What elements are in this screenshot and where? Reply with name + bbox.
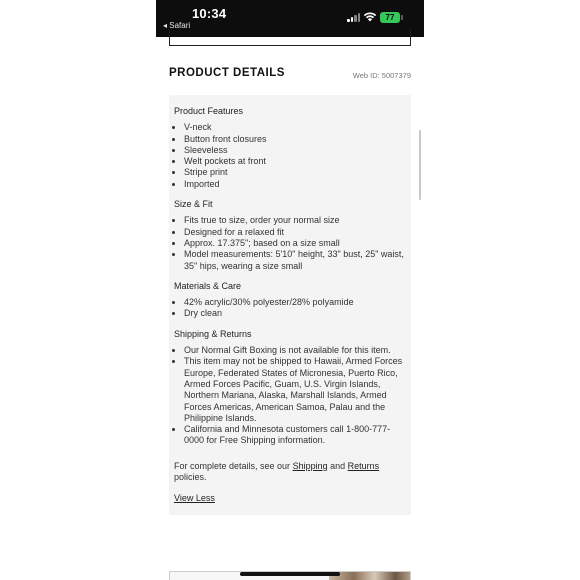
list-item: • Fits true to size, order your normal size [184,215,407,226]
size-fit-list [174,215,407,271]
phone-screen [156,0,424,580]
wifi-icon [363,11,377,22]
list-item: • Welt pockets at front [184,156,407,167]
status-time: 10:34 [192,6,227,21]
list-item: • Imported [184,179,407,190]
web-id: Web ID: 5007379 [352,71,411,80]
section-heading: Shipping & Returns [174,328,252,339]
section-materials-care [174,281,407,320]
list-item: • Designed for a relaxed fit [184,227,407,238]
battery-nub [401,15,403,20]
product-details-title: PRODUCT DETAILS [169,67,285,79]
cellular-signal-icon [347,12,361,22]
home-indicator[interactable] [240,572,340,576]
list-item: • Model measurements: 5'10" height, 33" bust, 25" waist, 35" hips, wearing a size small [184,249,407,272]
materials-list [174,297,407,320]
battery-icon: 77 [380,12,400,23]
product-photo [329,572,411,580]
list-item: • Button front closures [184,134,407,145]
returns-link[interactable]: Returns [347,460,380,471]
view-less-link[interactable]: View Less [174,493,215,504]
list-item: • California and Minnesota customers call 1-800-777-0000 for Free Shipping information. [184,424,407,447]
list-item: • Approx. 17.375"; based on a size small [184,238,407,249]
list-item: • This item may not be shipped to Hawaii, Armed Forces Europe, Federated States of Micronesia, Puerto Rico, Armed Forces Pacific, Guam, U.S. Virgin Islands, Northern Mariana, Alaska, Marshall Islands, Armed Forces Americas, American Samoa, Palau and the Philippine Islands. [184,356,407,424]
and-text: and [327,460,348,471]
section-size-fit [174,199,407,272]
scroll-indicator[interactable] [419,130,421,200]
list-item: • Our Normal Gift Boxing is not available for this item. [184,345,407,356]
shipping-link[interactable]: Shipping [292,460,328,471]
section-shipping-returns [174,329,407,447]
list-item: • Sleeveless [184,145,407,156]
section-heading: Product Features [174,106,244,116]
feature-list [174,122,407,190]
list-item: • Stripe print [184,167,407,178]
list-item: • Dry clean [184,308,407,319]
shipping-list [174,345,407,447]
list-item: • V-neck [184,122,407,133]
complete-details-text [174,461,407,484]
section-product-features [174,106,407,190]
list-item: • 42% acrylic/30% polyester/28% polyamide [184,297,407,308]
complete-prefix: For complete details, see our [174,460,293,471]
previous-section-box [169,30,411,46]
section-heading: Size & Fit [174,199,213,210]
section-heading: Materials & Care [174,280,242,291]
product-details-panel [169,95,411,515]
back-to-safari-link[interactable]: ◂ Safari [163,21,191,30]
complete-suffix: policies. [174,472,207,483]
